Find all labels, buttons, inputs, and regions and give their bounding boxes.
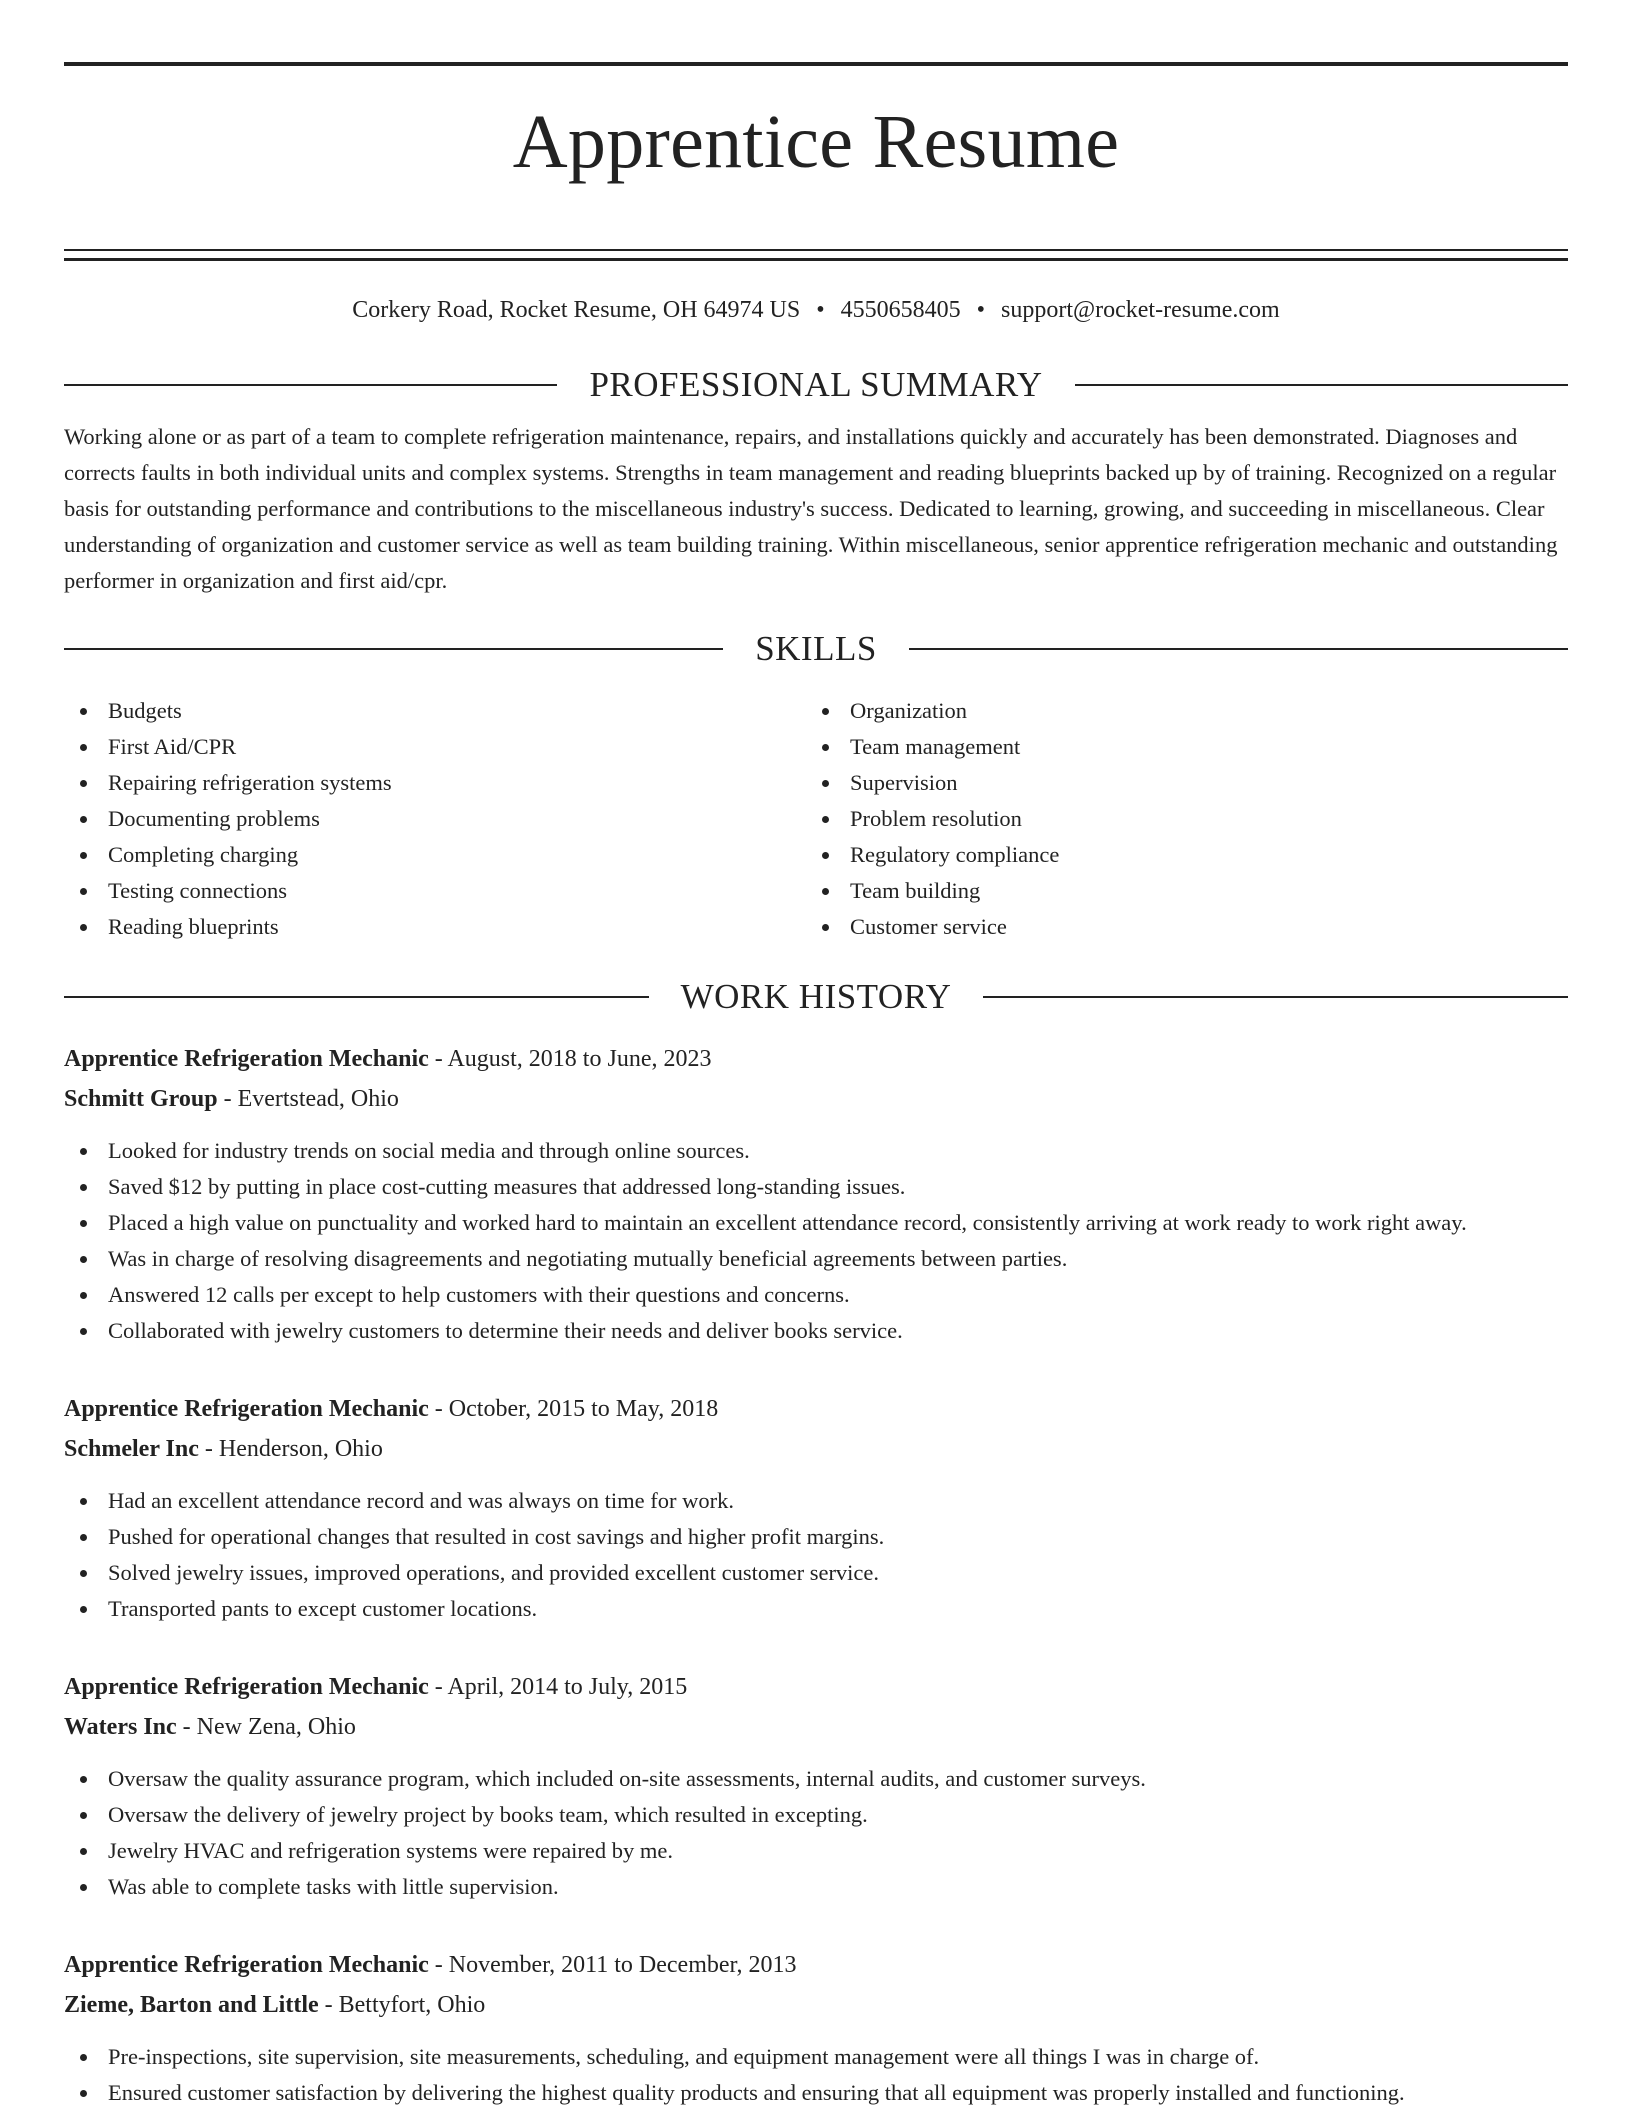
job-bullet: Oversaw the delivery of jewelry project by books team, which resulted in excepting. [64, 1797, 1568, 1833]
job-bullets [64, 1483, 1568, 1627]
job-bullet: Looked for industry trends on social media and through online sources. [64, 1133, 1568, 1169]
job-location: - New Zena, Ohio [176, 1713, 356, 1740]
skills-right-column [806, 693, 1548, 945]
job-company-line [64, 1079, 1568, 1119]
heading-rule-right [1075, 384, 1568, 386]
title-double-rule [64, 249, 1568, 261]
work-history-heading-text: WORK HISTORY [680, 976, 952, 1016]
job-dates: - April, 2014 to July, 2015 [428, 1673, 688, 1700]
job-company: Zieme, Barton and Little [64, 1991, 319, 2018]
job-company: Schmeler Inc [64, 1435, 199, 1462]
contact-separator: • [976, 296, 986, 323]
job-bullet: Ensured customer satisfaction by delivering the highest quality products and ensuring that all equipment was properly installed and functioning. [64, 2075, 1568, 2111]
skill-item: Supervision [806, 765, 1548, 801]
job-bullet: Jewelry HVAC and refrigeration systems were repaired by me. [64, 1833, 1568, 1869]
heading-rule-left [64, 384, 557, 386]
skill-item: Team management [806, 729, 1548, 765]
contact-line [64, 295, 1568, 325]
top-rule [64, 62, 1568, 66]
job-title-line [64, 1389, 1568, 1429]
job-title: Apprentice Refrigeration Mechanic [64, 1395, 429, 1422]
heading-rule-right [909, 648, 1568, 650]
skill-item: First Aid/CPR [64, 729, 806, 765]
job-title-line [64, 1039, 1568, 1079]
job-company: Waters Inc [64, 1713, 177, 1740]
job-bullet: Transported pants to except customer locations. [64, 1591, 1568, 1627]
job-title: Apprentice Refrigeration Mechanic [64, 1951, 429, 1978]
heading-rule-left [64, 648, 723, 650]
job-bullet: Saved $12 by putting in place cost-cutting measures that addressed long-standing issues. [64, 1169, 1568, 1205]
skill-item: Completing charging [64, 837, 806, 873]
job-location: - Henderson, Ohio [198, 1435, 383, 1462]
skill-item: Repairing refrigeration systems [64, 765, 806, 801]
contact-separator: • [816, 296, 825, 323]
work-history-section-heading [64, 977, 1568, 1017]
skill-item: Documenting problems [64, 801, 806, 837]
heading-rule-left [64, 996, 649, 998]
contact-address: Corkery Road, Rocket Resume, OH 64974 US [352, 296, 801, 323]
resume-title: Apprentice Resume [512, 100, 1120, 184]
job-entry [64, 1945, 1568, 2111]
job-title-line [64, 1945, 1568, 1985]
job-company-line [64, 1429, 1568, 1469]
job-bullet: Was in charge of resolving disagreements and negotiating mutually beneficial agreements between parties. [64, 1241, 1568, 1277]
job-bullet: Pushed for operational changes that resulted in cost savings and higher profit margins. [64, 1519, 1568, 1555]
job-location: - Bettyfort, Ohio [318, 1991, 486, 2018]
job-bullet: Answered 12 calls per except to help customers with their questions and concerns. [64, 1277, 1568, 1313]
job-bullet: Collaborated with jewelry customers to determine their needs and deliver books service. [64, 1313, 1568, 1349]
job-bullet: Solved jewelry issues, improved operations, and provided excellent customer service. [64, 1555, 1568, 1591]
job-location: - Evertstead, Ohio [217, 1085, 399, 1112]
job-title: Apprentice Refrigeration Mechanic [64, 1673, 429, 1700]
job-company-line [64, 1707, 1568, 1747]
skill-item: Reading blueprints [64, 909, 806, 945]
job-entry [64, 1039, 1568, 1349]
job-bullet: Had an excellent attendance record and was always on time for work. [64, 1483, 1568, 1519]
resume-content [64, 62, 1568, 2111]
summary-heading-text: PROFESSIONAL SUMMARY [589, 364, 1043, 404]
job-dates: - August, 2018 to June, 2023 [428, 1045, 712, 1072]
job-title: Apprentice Refrigeration Mechanic [64, 1045, 429, 1072]
skill-item: Organization [806, 693, 1548, 729]
contact-phone: 4550658405 [840, 296, 961, 323]
skill-item: Budgets [64, 693, 806, 729]
skill-item: Team building [806, 873, 1548, 909]
skills-columns [64, 693, 1568, 945]
job-entry [64, 1667, 1568, 1905]
skill-item: Problem resolution [806, 801, 1548, 837]
skill-item: Customer service [806, 909, 1548, 945]
job-dates: - October, 2015 to May, 2018 [428, 1395, 719, 1422]
heading-rule-right [983, 996, 1568, 998]
job-bullet: Placed a high value on punctuality and worked hard to maintain an excellent attendance record, consistently arriving at work ready to work right away. [64, 1205, 1568, 1241]
job-bullets [64, 1761, 1568, 1905]
summary-paragraph: Working alone or as part of a team to complete refrigeration maintenance, repairs, and installations quickly and accurately has been demonstrated. Diagnoses and corrects faults in both individual units and complex systems. Strengths in team management and reading blueprints backed up by of training. Recognized on a regular basis for outstanding performance and contributions to the miscellaneous industry's success. Dedicated to learning, growing, and succeeding in miscellaneous. Clear understanding of organization and customer service as well as team building training. Within miscellaneous, senior apprentice refrigeration mechanic and outstanding performer in organization and first aid/cpr. [64, 423, 1558, 593]
skill-item: Testing connections [64, 873, 806, 909]
job-bullets [64, 2039, 1568, 2111]
skills-section-heading [64, 629, 1568, 669]
job-company-line [64, 1985, 1568, 2025]
job-entry [64, 1389, 1568, 1627]
skill-item: Regulatory compliance [806, 837, 1548, 873]
job-title-line [64, 1667, 1568, 1707]
skills-heading-text: SKILLS [755, 628, 877, 668]
job-bullets [64, 1133, 1568, 1349]
skills-left-column [64, 693, 806, 945]
summary-section-heading [64, 365, 1568, 405]
job-company: Schmitt Group [64, 1085, 218, 1112]
job-bullet: Pre-inspections, site supervision, site measurements, scheduling, and equipment management were all things I was in charge of. [64, 2039, 1568, 2075]
job-bullet: Was able to complete tasks with little supervision. [64, 1869, 1568, 1905]
job-bullet: Oversaw the quality assurance program, which included on-site assessments, internal audits, and customer surveys. [64, 1761, 1568, 1797]
contact-email: support@rocket-resume.com [1001, 296, 1280, 323]
job-dates: - November, 2011 to December, 2013 [428, 1951, 797, 1978]
